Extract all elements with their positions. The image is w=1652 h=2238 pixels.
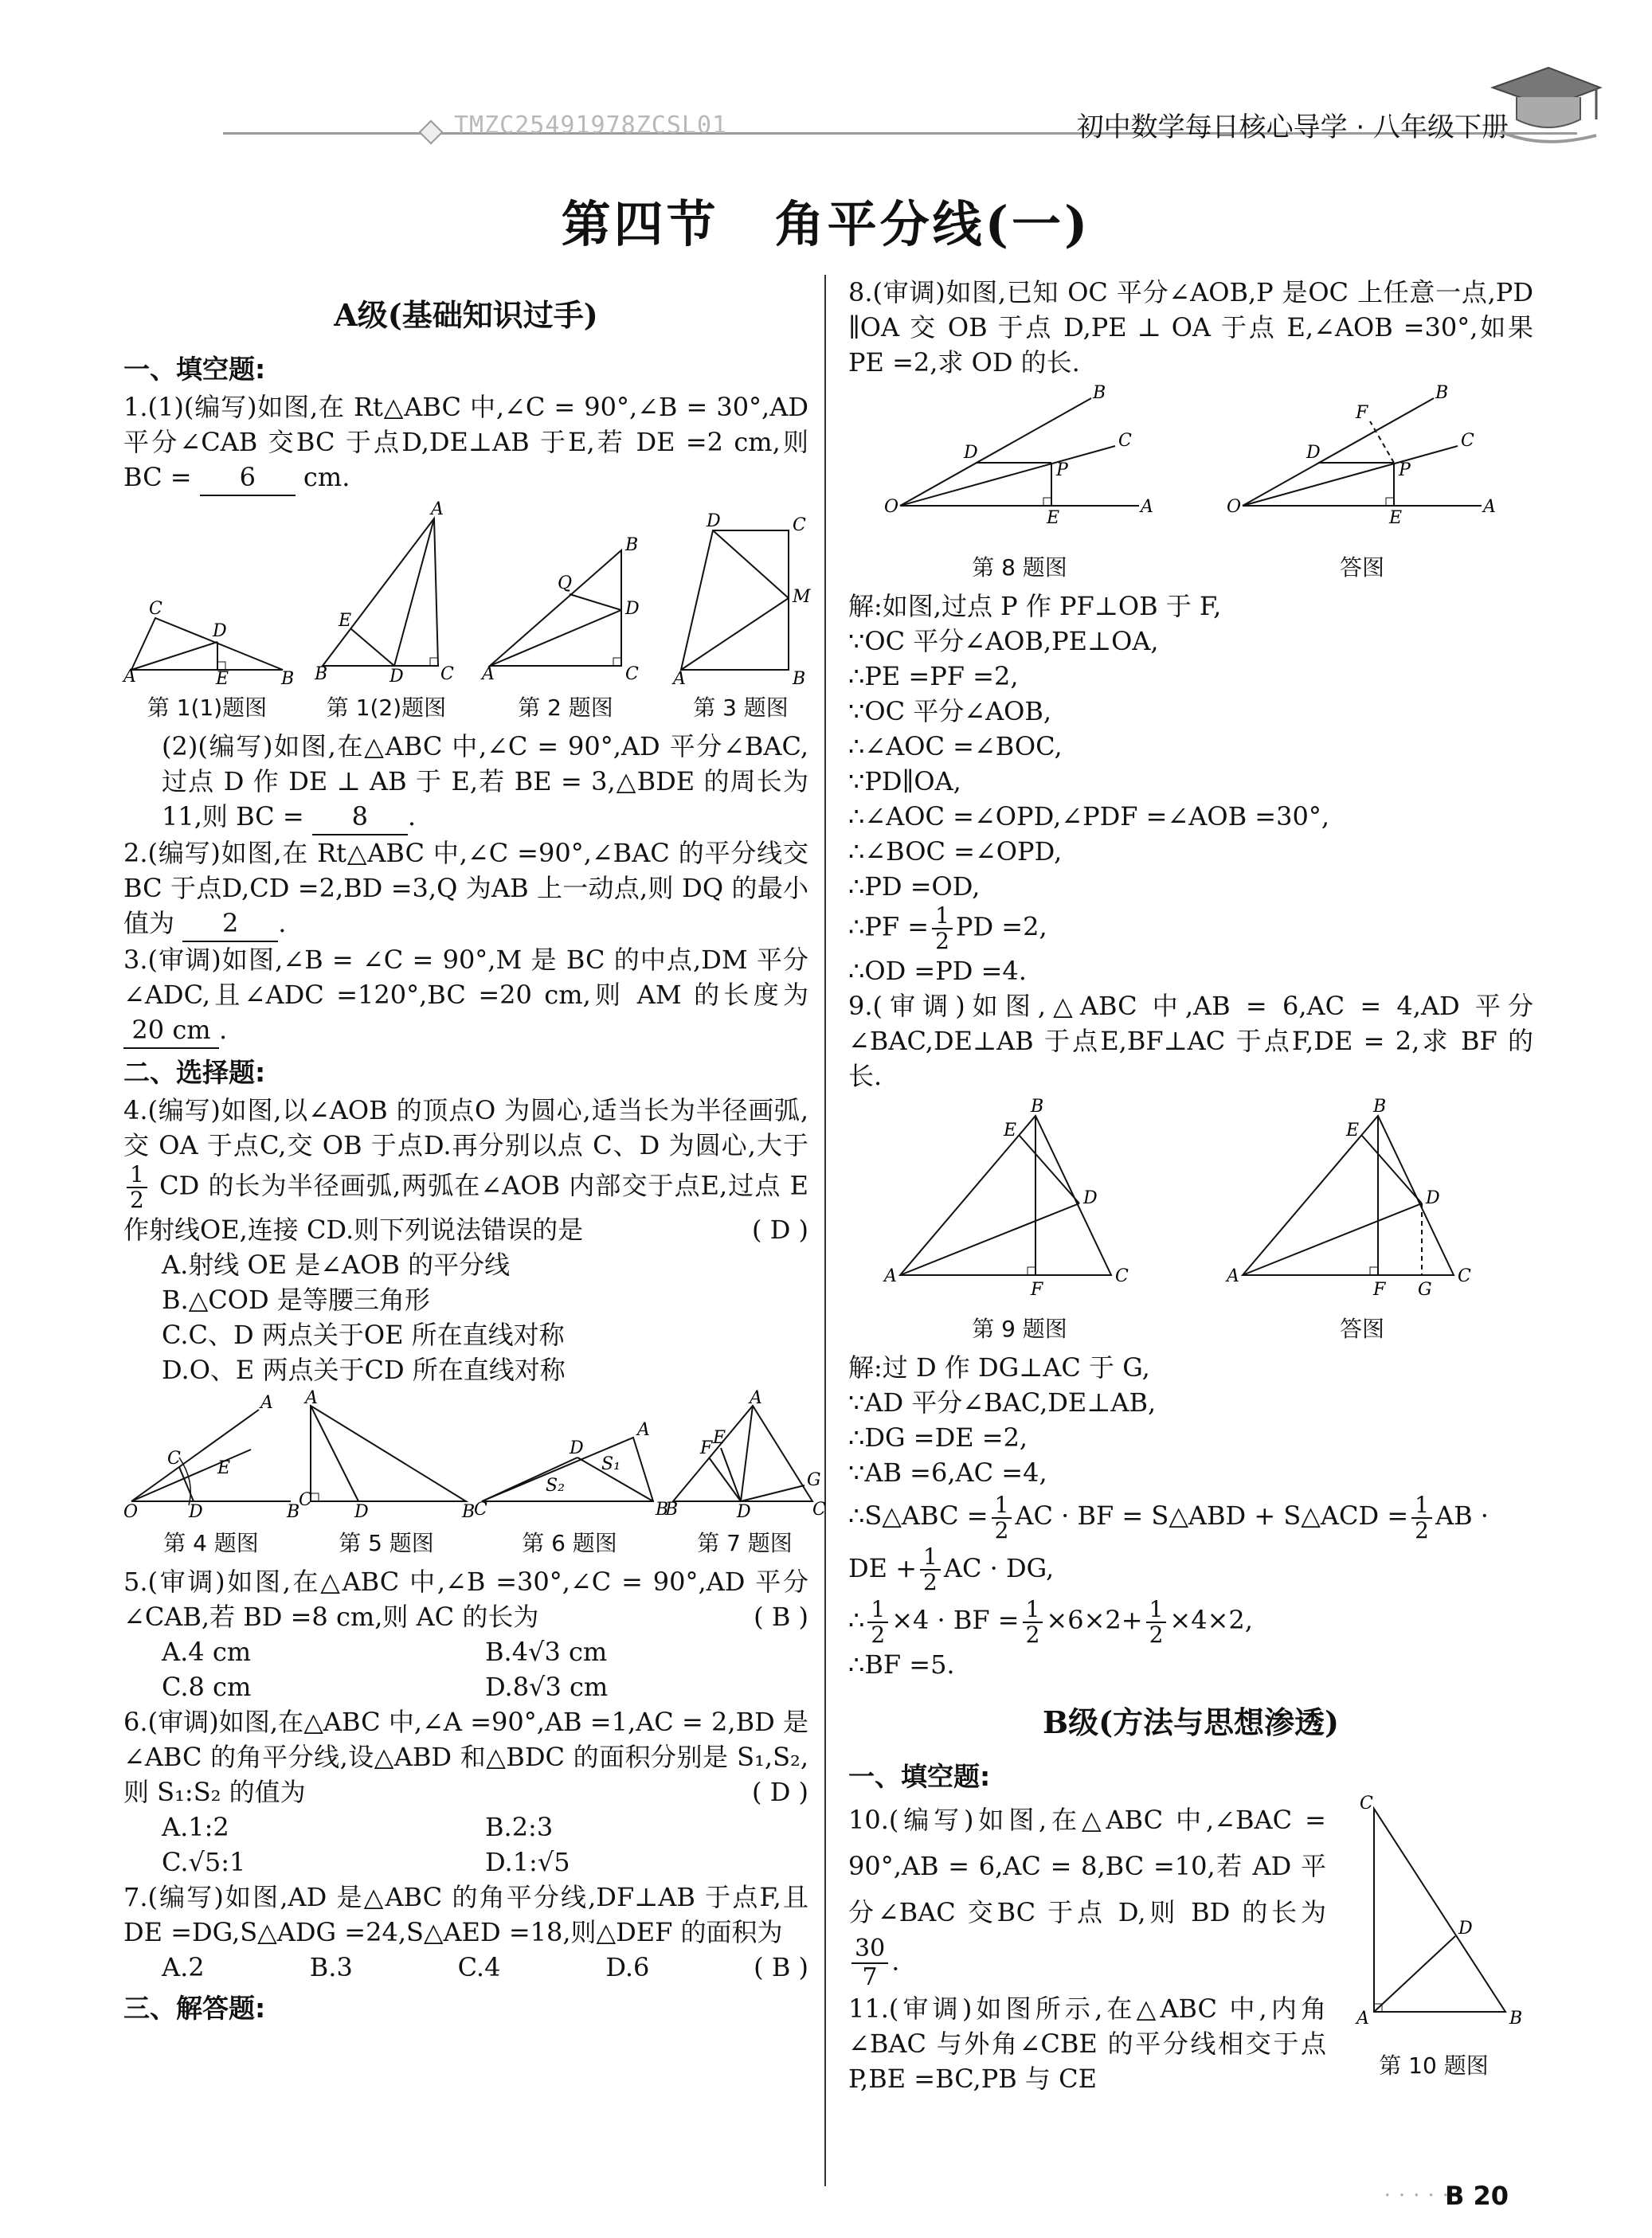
svg-text:D: D	[1426, 1188, 1440, 1208]
svg-text:E: E	[217, 1458, 231, 1478]
svg-text:C: C	[1360, 1793, 1373, 1813]
svg-text:D: D	[213, 621, 227, 641]
solution-9	[848, 1350, 1533, 1682]
page-title	[0, 185, 1652, 256]
sol8-line-5: ∴∠AOC =∠BOC,	[848, 731, 1063, 761]
sol9-line-1: 解:过 D 作 DG⊥AC 于 G,	[848, 1352, 1150, 1383]
caption-q3: 第 3 题图	[693, 694, 789, 721]
sol9-eq1-mid: AC · BF = S△ABD + S△ACD =	[1015, 1500, 1409, 1531]
q7-option-d: D.6	[605, 1952, 650, 1982]
figure-q8-drawing	[884, 383, 1155, 546]
sol9-line-4: ∵AB =6,AC =4,	[848, 1457, 1047, 1488]
svg-text:D: D	[570, 1438, 584, 1458]
caption-q1-1: 第 1(1)题图	[147, 694, 268, 721]
choice-heading: 二、选择题:	[123, 1057, 266, 1088]
figure-row-q8	[848, 383, 1533, 582]
q1-1-answer: 6	[200, 460, 296, 496]
q4-option-c: C.C、D 两点关于OE 所在直线对称	[162, 1320, 565, 1350]
sol9-eq1-frac2-den: 2	[1415, 1516, 1429, 1544]
q10-answer-den: 7	[862, 1962, 878, 1991]
figure-q7-drawing	[665, 1388, 826, 1522]
svg-text:B: B	[1373, 1097, 1387, 1117]
sol8-line-7: ∴∠AOC =∠OPD,∠PDF =∠AOB =30°,	[848, 801, 1329, 831]
q5-options	[123, 1634, 808, 1704]
svg-text:C: C	[474, 1500, 487, 1520]
svg-text:E: E	[713, 1428, 726, 1448]
q10-answer	[851, 1935, 888, 1991]
q10-q11-block	[848, 1793, 1533, 2096]
figure-q9-answer-drawing	[1227, 1097, 1497, 1307]
svg-text:D: D	[737, 1502, 751, 1522]
caption-q10: 第 10 题图	[1379, 2052, 1489, 2079]
sol9-line-2: ∵AD 平分∠BAC,DE⊥AB,	[848, 1387, 1157, 1418]
sol9-eq3-c: ×4×2,	[1169, 1605, 1253, 1635]
svg-text:C: C	[440, 664, 454, 684]
svg-text:D: D	[625, 599, 640, 619]
figure-q10-drawing	[1342, 1793, 1525, 2044]
svg-text:E: E	[1004, 1121, 1017, 1141]
sol9-line-6	[848, 1543, 1533, 1595]
figure-q2	[482, 534, 649, 722]
svg-text:E: E	[1346, 1121, 1360, 1141]
question-1-2	[123, 729, 808, 835]
svg-text:O: O	[123, 1502, 139, 1522]
sol9-eq1-frac1	[992, 1493, 1012, 1543]
caption-q5: 第 5 题图	[339, 1530, 434, 1556]
svg-text:C: C	[1118, 431, 1132, 451]
svg-text:F: F	[1031, 1280, 1043, 1300]
sol8-line-10	[848, 904, 1533, 953]
svg-text:C: C	[299, 1490, 312, 1510]
svg-text:D: D	[1083, 1188, 1098, 1208]
svg-text:C: C	[167, 1449, 181, 1469]
sol9-eq2-frac	[920, 1545, 941, 1594]
sol8-pf-pre: ∴PF =	[848, 911, 930, 942]
sol9-eq3-frac2	[1023, 1595, 1043, 1648]
svg-text:F: F	[1373, 1280, 1386, 1300]
q6-option-c: C.√5:1	[162, 1847, 246, 1877]
sol8-line-8: ∴∠BOC =∠OPD,	[848, 836, 1063, 867]
caption-q4: 第 4 题图	[163, 1530, 259, 1556]
sol8-fraction	[932, 904, 953, 953]
q6-text: 6.(审调)如图,在△ABC 中,∠A =90°,AB =1,AC = 2,BD 是∠ABC 的角平分线,设△ABD 和△BDC 的面积分别是 S₁,S₂,则 S₁:S₂ 的值为	[123, 1707, 808, 1807]
q4-frac-den: 2	[130, 1187, 144, 1213]
svg-text:B: B	[656, 1500, 669, 1520]
svg-text:B: B	[1093, 383, 1106, 403]
q4-options	[123, 1247, 808, 1387]
figure-q7	[665, 1388, 826, 1558]
figure-q9-drawing	[884, 1097, 1155, 1307]
svg-text:C: C	[625, 664, 639, 684]
sol9-eq2-frac-num: 1	[920, 1545, 941, 1571]
caption-q2: 第 2 题图	[518, 694, 613, 721]
svg-text:C: C	[1461, 431, 1474, 451]
svg-text:E: E	[216, 669, 229, 689]
sol9-eq2-post: AC · DG,	[943, 1552, 1055, 1583]
figure-row-2	[123, 1388, 826, 1558]
figure-q1-1-drawing	[123, 582, 295, 689]
q1-1-text: 1.(1)(编写)如图,在 Rt△ABC 中,∠C = 90°,∠B = 30°,AD 平分∠CAB 交BC 于点D,DE⊥AB 于E,若 DE =2 cm,则 BC =	[123, 392, 808, 492]
sol9-eq3-frac3-den: 2	[1149, 1621, 1164, 1648]
svg-text:E: E	[1047, 508, 1060, 528]
sol9-eq3-frac1-den: 2	[871, 1621, 886, 1648]
svg-text:G: G	[1418, 1280, 1432, 1300]
caption-q8: 第 8 题图	[972, 554, 1067, 581]
question-6	[123, 1704, 808, 1810]
q3-tail: .	[219, 1015, 228, 1045]
figure-q8	[884, 383, 1155, 582]
svg-text:A: A	[482, 664, 495, 684]
svg-text:C: C	[812, 1500, 826, 1520]
figure-q8-answer	[1227, 383, 1497, 582]
svg-text:B: B	[665, 1500, 679, 1520]
svg-text:C: C	[793, 515, 806, 535]
svg-text:B: B	[287, 1502, 300, 1522]
left-column	[123, 275, 826, 2029]
column-divider	[824, 275, 826, 2186]
svg-text:C: C	[1458, 1266, 1471, 1286]
sol9-eq1-post: AB ·	[1435, 1500, 1489, 1531]
sol8-line-9: ∴PD =OD,	[848, 871, 981, 902]
sol9-eq3-frac3-num: 1	[1146, 1598, 1167, 1623]
sol9-eq1-pre: ∴S△ABC =	[848, 1500, 988, 1531]
q5-option-b: B.4√3 cm	[485, 1637, 608, 1667]
sol8-frac-den: 2	[935, 928, 949, 954]
q7-text: 7.(编写)如图,AD 是△ABC 的角平分线,DF⊥AB 于点F,且 DE =DG,S△ADG =24,S△AED =18,则△DEF 的面积为	[123, 1882, 808, 1947]
svg-text:B: B	[1435, 383, 1449, 403]
q4-fraction	[127, 1163, 147, 1212]
sol9-eq1-frac2-num: 1	[1411, 1493, 1432, 1519]
header-book-title: 初中数学每日核心导学 · 八年级下册	[1076, 112, 1509, 143]
svg-text:A: A	[1227, 1266, 1239, 1286]
sol9-eq3-frac2-den: 2	[1025, 1621, 1040, 1648]
question-5	[123, 1564, 808, 1634]
answer-heading: 三、解答题:	[123, 1993, 266, 2024]
question-8: 8.(审调)如图,已知 OC 平分∠AOB,P 是OC 上任意一点,PD ∥OA 交 OB 于点 D,PE ⊥ OA 于点 E,∠AOB =30°,如果 PE =2,求 OD 的长.	[848, 277, 1533, 378]
q6-option-d: D.1:√5	[485, 1847, 570, 1877]
q1-1-tail: cm.	[303, 462, 350, 492]
caption-q6: 第 6 题图	[522, 1530, 617, 1556]
level-a-heading: A级(基础知识过手)	[334, 297, 598, 333]
sol9-eq2-pre: DE +	[848, 1552, 917, 1583]
figure-q5-drawing	[299, 1388, 476, 1522]
graduation-cap-icon	[1485, 56, 1604, 151]
q2-answer: 2	[182, 906, 278, 942]
svg-text:E: E	[1389, 508, 1403, 528]
svg-text:O: O	[1227, 497, 1242, 517]
q4-frac-num: 1	[127, 1163, 147, 1188]
svg-text:A: A	[431, 499, 444, 519]
svg-text:Q: Q	[558, 573, 573, 593]
svg-text:G: G	[807, 1470, 821, 1490]
figure-q8-answer-drawing	[1227, 383, 1497, 546]
svg-text:D: D	[390, 667, 404, 687]
svg-text:B: B	[793, 669, 806, 689]
header-diamond-icon	[418, 119, 443, 144]
caption-q1-2: 第 1(2)题图	[326, 694, 447, 721]
level-b-heading: B级(方法与思想渗透)	[1042, 1704, 1340, 1740]
svg-text:A: A	[673, 669, 686, 689]
q5-option-c: C.8 cm	[162, 1672, 252, 1702]
solution-8	[848, 589, 1533, 988]
svg-text:B: B	[462, 1502, 476, 1522]
svg-text:B: B	[1031, 1097, 1044, 1117]
svg-text:D: D	[1458, 1918, 1473, 1939]
q7-answer: ( B )	[754, 1952, 808, 1982]
sol8-line-1: 解:如图,过点 P 作 PF⊥OB 于 F,	[848, 591, 1222, 621]
sol9-eq3-frac1	[867, 1595, 888, 1648]
svg-text:M: M	[793, 587, 811, 607]
figure-q3-drawing	[673, 511, 811, 689]
svg-text:O: O	[884, 497, 899, 517]
q7-option-a: A.2	[162, 1952, 205, 1982]
caption-q9: 第 9 题图	[972, 1316, 1067, 1342]
right-column	[848, 275, 1533, 2096]
sol8-pf-post: PD =2,	[955, 911, 1047, 942]
q5-option-d: D.8√3 cm	[485, 1672, 609, 1702]
figure-row-1	[123, 499, 811, 722]
question-9: 9.(审调)如图,△ABC 中,AB = 6,AC = 4,AD 平分∠BAC,DE⊥AB 于点E,BF⊥AC 于点F,DE = 2,求 BF 的长.	[848, 991, 1533, 1091]
q6-option-a: A.1:2	[162, 1812, 229, 1842]
figure-q4	[123, 1394, 299, 1558]
figure-q6-drawing	[474, 1394, 669, 1521]
sol9-eq3-b: ×6×2+	[1046, 1605, 1143, 1635]
figure-q1-2-drawing	[315, 499, 458, 687]
q5-answer: ( B )	[754, 1602, 808, 1632]
q4-text-2: CD 的长为半径画弧,两弧在∠AOB 内部交于点E,过点 E 作射线OE,连接 CD.则下列说法错误的是	[123, 1170, 808, 1245]
q5-text: 5.(审调)如图,在△ABC 中,∠B =30°,∠C = 90°,AD 平分∠CAB,若 BD =8 cm,则 AC 的长为	[123, 1567, 808, 1632]
svg-text:A: A	[305, 1388, 318, 1408]
figure-q9	[884, 1097, 1155, 1344]
q7-option-c: C.4	[457, 1952, 501, 1982]
figure-q5	[299, 1388, 476, 1558]
q10-answer-num: 30	[851, 1935, 888, 1964]
svg-text:A: A	[750, 1388, 762, 1408]
figure-q3	[673, 511, 811, 722]
figure-q1-2	[315, 499, 458, 722]
q3-text: 3.(审调)如图,∠B = ∠C = 90°,M 是 BC 的中点,DM 平分∠ADC,且∠ADC =120°,BC =20 cm,则 AM 的长度为	[123, 945, 808, 1010]
svg-text:A: A	[1356, 2008, 1369, 2029]
question-3	[123, 942, 808, 1049]
q2-tail: .	[278, 908, 287, 938]
page-number: B 20	[1444, 2181, 1509, 2211]
svg-text:D: D	[707, 511, 721, 531]
svg-text:P: P	[1056, 460, 1068, 480]
q10-text: 10.(编写)如图,在△ABC 中,∠BAC = 90°,AB = 6,AC = 8,BC =10,若 AD 平分∠BAC 交BC 于点 D,则 BD 的长为	[848, 1804, 1326, 1927]
fill-blank-heading: 一、填空题:	[123, 354, 266, 385]
header-code: TMZC25491978ZCSL01	[454, 112, 728, 139]
title-section-number: 第四节	[561, 195, 719, 253]
question-1-1	[123, 389, 808, 496]
q4-answer: ( D )	[752, 1215, 808, 1245]
svg-text:E: E	[339, 611, 352, 631]
q3-answer: 20 cm	[123, 1012, 219, 1049]
sol8-line-11: ∴OD =PD =4.	[848, 956, 1027, 986]
q10-tail: .	[891, 1946, 900, 1976]
figure-q10	[1342, 1793, 1525, 2096]
svg-text:D: D	[1306, 443, 1321, 463]
q7-options	[123, 1950, 754, 1985]
sol9-line-5	[848, 1490, 1533, 1543]
sol9-eq1-frac1-num: 1	[992, 1493, 1012, 1519]
q6-answer: ( D )	[752, 1777, 808, 1807]
figure-row-q9	[848, 1097, 1533, 1344]
q1-2-tail: .	[407, 801, 416, 831]
q4-text-1: 4.(编写)如图,以∠AOB 的顶点O 为圆心,适当长为半径画弧,交 OA 于点C,交 OB 于点D.再分别以点 C、D 为圆心,大于	[123, 1095, 808, 1160]
svg-text:D: D	[964, 443, 978, 463]
svg-text:B: B	[281, 669, 295, 689]
svg-text:A: A	[123, 667, 136, 687]
svg-text:C: C	[1115, 1266, 1129, 1286]
q1-2-text: (2)(编写)如图,在△ABC 中,∠C = 90°,AD 平分∠BAC,过点 D 作 DE ⊥ AB 于 E,若 BE = 3,△BDE 的周长为 11,则 BC =	[162, 731, 808, 831]
sol9-eq3-pre: ∴	[848, 1605, 865, 1635]
figure-q9-answer	[1227, 1097, 1497, 1344]
q5-option-a: A.4 cm	[162, 1637, 252, 1667]
svg-text:S₁: S₁	[601, 1454, 620, 1474]
page-header	[0, 0, 1652, 159]
svg-text:C: C	[149, 599, 162, 619]
svg-text:A: A	[1483, 497, 1496, 517]
sol9-eq3-a: ×4 · BF =	[891, 1605, 1020, 1635]
q1-2-answer: 8	[312, 799, 408, 835]
svg-text:A: A	[260, 1393, 273, 1413]
question-11: 11.(审调)如图所示,在△ABC 中,内角∠BAC 与外角∠CBE 的平分线相交于点 P,BE =BC,PB 与 CE	[848, 1993, 1326, 2094]
question-2	[123, 835, 808, 942]
caption-q8-answer: 答图	[1339, 554, 1384, 581]
figure-q2-drawing	[482, 534, 649, 686]
q6-option-b: B.2:3	[485, 1812, 554, 1842]
svg-text:A: A	[1141, 497, 1153, 517]
sol9-eq3-frac1-num: 1	[867, 1598, 888, 1623]
sol8-frac-num: 1	[932, 904, 953, 929]
q4-option-d: D.O、E 两点关于CD 所在直线对称	[162, 1355, 566, 1385]
figure-q6	[474, 1394, 669, 1558]
sol8-line-6: ∵PD∥OA,	[848, 766, 961, 796]
sol9-eq3-frac2-num: 1	[1023, 1598, 1043, 1623]
sol9-eq2-frac-den: 2	[923, 1569, 938, 1595]
svg-text:D: D	[354, 1502, 369, 1522]
figure-q1-1	[123, 582, 295, 722]
q2-text: 2.(编写)如图,在 Rt△ABC 中,∠C =90°,∠BAC 的平分线交BC 于点D,CD =2,BD =3,Q 为AB 上一动点,则 DQ 的最小值为	[123, 838, 808, 938]
sol9-line-7	[848, 1594, 1533, 1647]
sol9-line-8: ∴BF =5.	[848, 1649, 955, 1680]
fill-blank-heading-b: 一、填空题:	[848, 1760, 991, 1792]
caption-q9-answer: 答图	[1339, 1316, 1384, 1342]
q4-option-b: B.△COD 是等腰三角形	[162, 1285, 430, 1315]
sol9-eq3-frac3	[1146, 1595, 1167, 1648]
figure-q4-drawing	[123, 1394, 299, 1521]
svg-text:P: P	[1399, 460, 1411, 480]
question-4	[123, 1093, 808, 1247]
svg-text:A: A	[884, 1266, 897, 1286]
sol9-eq1-frac1-den: 2	[994, 1516, 1009, 1544]
q10-q11-text	[848, 1797, 1326, 2096]
svg-text:A: A	[637, 1420, 650, 1440]
sol9-eq1-frac2	[1411, 1493, 1432, 1543]
sol8-line-2: ∵OC 平分∠AOB,PE⊥OA,	[848, 626, 1159, 656]
sol8-line-3: ∴PE =PF =2,	[848, 661, 1019, 691]
svg-text:B: B	[625, 535, 639, 555]
sol9-line-3: ∴DG =DE =2,	[848, 1422, 1028, 1453]
q7-option-b: B.3	[309, 1952, 353, 1982]
svg-text:F: F	[700, 1438, 713, 1458]
svg-text:B: B	[1509, 2008, 1523, 2029]
svg-text:D: D	[189, 1502, 203, 1522]
q6-options	[123, 1810, 808, 1880]
svg-text:F: F	[1356, 403, 1368, 423]
sol8-line-4: ∵OC 平分∠AOB,	[848, 696, 1052, 726]
q4-option-a: A.射线 OE 是∠AOB 的平分线	[162, 1250, 511, 1280]
svg-text:S₂: S₂	[546, 1476, 565, 1496]
caption-q7: 第 7 题图	[697, 1530, 793, 1556]
page-dots: ·····	[1384, 2184, 1457, 2208]
question-10	[848, 1797, 1326, 1991]
title-topic: 角平分线(一)	[774, 195, 1091, 253]
svg-text:B: B	[315, 664, 328, 684]
